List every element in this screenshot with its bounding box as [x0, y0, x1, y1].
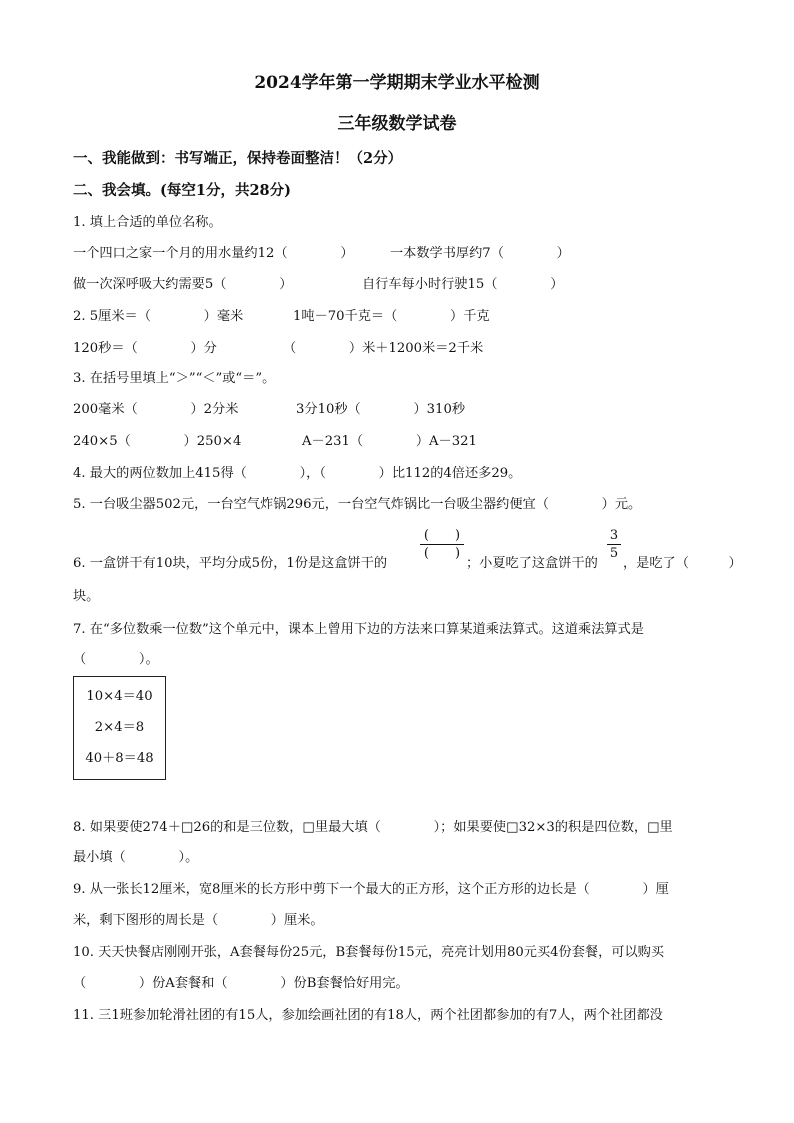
q6-blank-numerator: ( ) — [423, 528, 461, 543]
q6-fraction — [607, 528, 621, 561]
q2-item-d: （ ）米＋1200米＝2千米 — [283, 341, 484, 356]
q1-item-b: 一本数学书厚约7（ ） — [390, 246, 570, 261]
q2-item-c: 120秒＝（ ）分 — [73, 341, 217, 356]
q1-item-c: 做一次深呼吸大约需要5（ ） — [73, 277, 293, 292]
q6-blank-denominator: ( ) — [423, 546, 461, 561]
q5-text: 5. 一台吸尘器502元，一台空气炸锅296元，一台空气炸锅比一台吸尘器约便宜（ ）元。 — [73, 497, 642, 512]
q6-text-post: ，是吃了（ ） — [623, 556, 742, 571]
q6-text-mid: ；小夏吃了这盒饼干的 — [466, 556, 598, 571]
q3-title: 3. 在括号里填上“＞”“＜”或“＝”。 — [73, 371, 276, 386]
fraction-bar — [420, 544, 464, 545]
q3-item-d: A－231（ ）A－321 — [302, 434, 477, 449]
q2-item-b: 1吨－70千克＝（ ）千克 — [293, 309, 490, 324]
q6-text-line2: 块。 — [73, 589, 100, 604]
q7-box-line-1: 10×4＝40 — [86, 689, 153, 704]
q6-numerator: 3 — [609, 528, 619, 543]
q3-item-a: 200毫米（ ）2分米 — [73, 402, 239, 417]
q9-line1: 9. 从一张长12厘米，宽8厘米的长方形中剪下一个最大的正方形，这个正方形的边长是（ ）厘 — [73, 882, 669, 897]
q1-title: 1. 填上合适的单位名称。 — [73, 215, 222, 230]
q6-text-pre: 6. 一盒饼干有10块，平均分成5份，1份是这盒饼干的 — [73, 556, 388, 571]
section-2-heading: 二、我会填。(每空1分，共28分) — [73, 182, 291, 199]
q8-line2: 最小填（ ）。 — [73, 850, 199, 865]
q7-calculation-box — [73, 676, 166, 780]
q7-box-line-3: 40＋8＝48 — [85, 751, 154, 766]
q4-text: 4. 最大的两位数加上415得（ ），（ ）比112的4倍还多29。 — [73, 466, 522, 481]
exam-title: 2024学年第一学期期末学业水平检测 — [254, 73, 540, 93]
q10-line2: （ ）份A套餐和（ ）份B套餐恰好用完。 — [73, 976, 409, 991]
q6-blank-fraction — [420, 528, 464, 561]
q9-line2: 米，剩下图形的周长是（ ）厘米。 — [73, 913, 324, 928]
section-1-heading: 一、我能做到：书写端正，保持卷面整洁！（2分） — [73, 150, 403, 167]
q2-item-a: 2. 5厘米＝（ ）毫米 — [73, 309, 244, 324]
q1-item-a: 一个四口之家一个月的用水量约12（ ） — [73, 246, 354, 261]
q6-denominator: 5 — [609, 546, 619, 561]
fraction-bar — [607, 544, 621, 545]
q7-box-line-2: 2×4＝8 — [94, 720, 145, 735]
q7-line1: 7. 在“多位数乘一位数”这个单元中，课本上曾用下边的方法来口算某道乘法算式。这道乘法算式是 — [73, 622, 644, 637]
exam-subtitle: 三年级数学试卷 — [337, 114, 457, 134]
q10-line1: 10. 天天快餐店刚刚开张，A套餐每份25元，B套餐每份15元，亮亮计划用80元买4份套餐，可以购买 — [73, 945, 665, 960]
q8-line1: 8. 如果要使274＋□26的和是三位数，□里最大填（ ）；如果要使□32×3的积是四位数，□里 — [73, 820, 673, 835]
q7-line2: （ ）。 — [73, 652, 159, 667]
q3-item-c: 240×5（ ）250×4 — [73, 434, 242, 449]
q11-line1: 11. 三1班参加轮滑社团的有15人，参加绘画社团的有18人，两个社团都参加的有7人，两个社团都没 — [73, 1008, 663, 1023]
q3-item-b: 3分10秒（ ）310秒 — [296, 402, 466, 417]
q1-item-d: 自行车每小时行驶15（ ） — [362, 277, 564, 292]
